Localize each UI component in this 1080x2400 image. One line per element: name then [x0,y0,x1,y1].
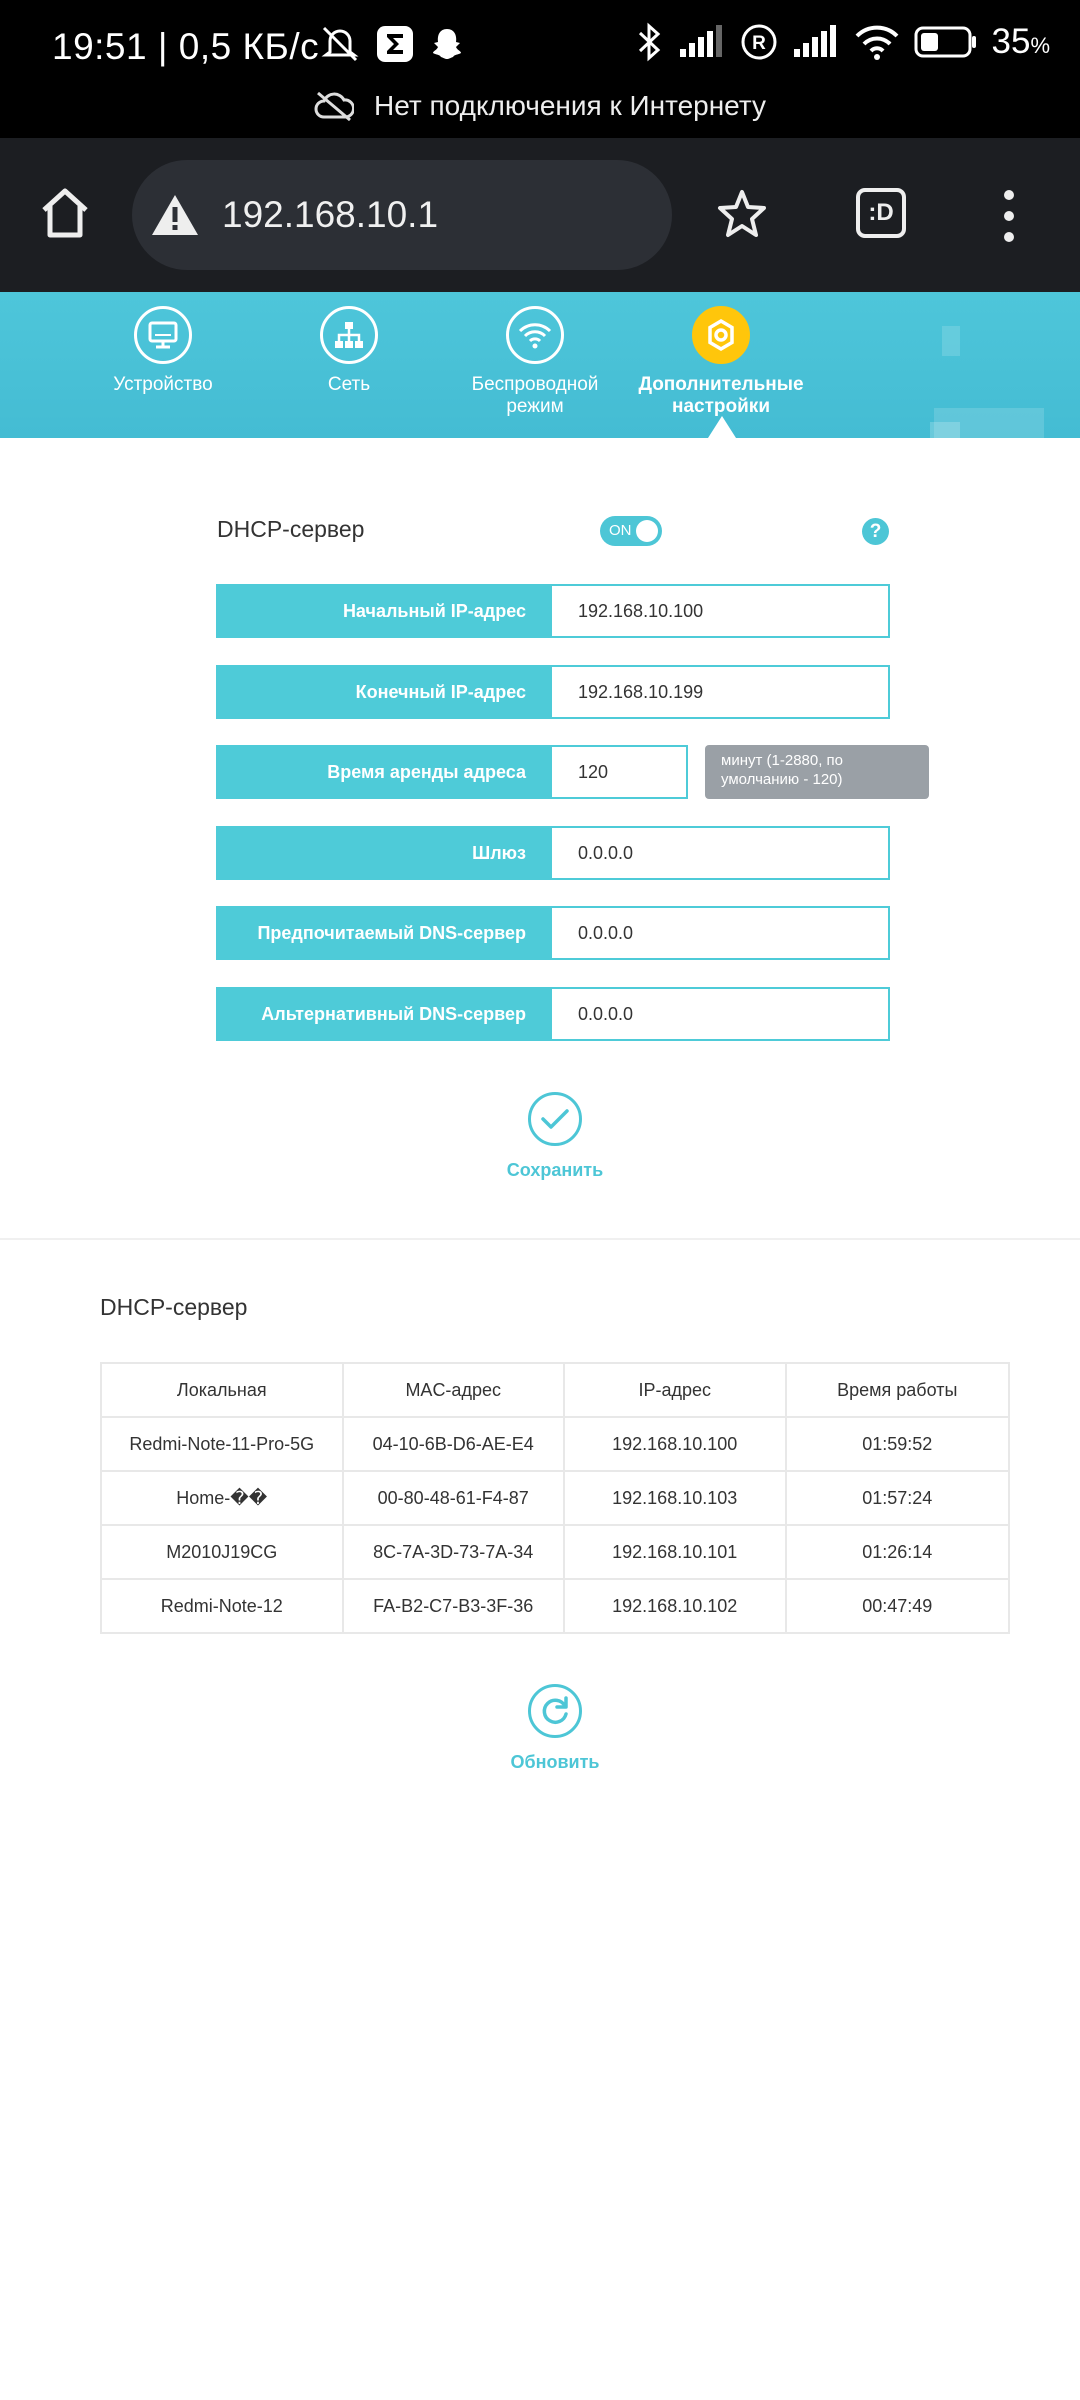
help-icon[interactable]: ? [862,518,889,545]
menu-button[interactable] [1004,190,1014,242]
lease-time-input[interactable]: 120 [552,745,688,799]
start-ip-input[interactable]: 192.168.10.100 [552,584,890,638]
refresh-label: Обновить [510,1752,600,1772]
monitor-icon [134,306,192,364]
gear-icon [692,306,750,364]
svg-text:R: R [751,33,766,54]
nav-network[interactable] [259,306,439,396]
divider [0,1238,1080,1240]
save-button[interactable] [490,1092,620,1181]
table-cell: 8C-7A-3D-73-7A-34 [343,1525,564,1579]
nav-label: Сеть [327,374,371,395]
table-cell: FA-B2-C7-B3-3F-36 [343,1579,564,1633]
bookmark-button[interactable] [716,188,768,245]
nav-device[interactable] [73,306,253,396]
end-ip-input[interactable]: 192.168.10.199 [552,665,890,719]
table-cell: 192.168.10.101 [564,1525,786,1579]
battery-icon [914,25,978,59]
lease-time-hint: минут (1-2880, по умолчанию - 120) [705,745,929,799]
url-text[interactable]: 192.168.10.1 [222,194,439,235]
table-cell: 192.168.10.102 [564,1579,786,1633]
wifi-icon [506,306,564,364]
nav-advanced[interactable] [631,306,811,418]
router-nav [0,292,1080,438]
table-row [101,1417,1009,1471]
field-secondary-dns [216,987,890,1041]
field-lease-time [216,745,844,799]
column-header: MAC-адрес [343,1363,564,1417]
field-label: Шлюз [216,826,552,880]
roaming-icon [740,23,778,61]
client-table [100,1362,1010,1634]
offline-banner [0,90,1080,122]
table-cell: 01:57:24 [786,1471,1009,1525]
nav-label: Устройство [113,374,213,395]
offline-text: Нет подключения к Интернету [374,90,766,121]
star-icon [716,188,768,240]
column-header: IP-адрес [564,1363,786,1417]
table-row [101,1471,1009,1525]
nav-label: Дополнительные настройки [638,374,804,417]
status-bar [0,0,1080,138]
secondary-dns-input[interactable]: 0.0.0.0 [552,987,890,1041]
signal-2-icon [792,25,840,59]
check-icon [528,1092,582,1146]
save-label: Сохранить [506,1160,604,1180]
table-cell: 00:47:49 [786,1579,1009,1633]
network-icon [320,306,378,364]
refresh-button[interactable] [490,1684,620,1773]
nav-wireless[interactable] [445,306,625,418]
bell-muted-icon [318,24,362,64]
sigma-app-icon [376,25,414,63]
table-cell: M2010J19CG [101,1525,343,1579]
table-cell: 192.168.10.103 [564,1471,786,1525]
notification-icons [318,24,466,64]
table-header-row [101,1363,1009,1417]
table-cell: 00-80-48-61-F4-87 [343,1471,564,1525]
snapchat-icon [428,25,466,63]
table-cell: 01:26:14 [786,1525,1009,1579]
dhcp-title: DHCP-сервер [217,516,365,542]
status-time: 19:51 | 0,5 КБ/с [52,26,320,67]
table-cell: Redmi-Note-11-Pro-5G [101,1417,343,1471]
wifi-status-icon [854,23,900,61]
field-label: Альтернативный DNS-сервер [216,987,552,1041]
gateway-input[interactable]: 0.0.0.0 [552,826,890,880]
nav-active-pointer [708,416,736,438]
browser-toolbar [0,138,1080,292]
primary-dns-input[interactable]: 0.0.0.0 [552,906,890,960]
table-row [101,1579,1009,1633]
home-icon [36,184,94,242]
battery-percent: 35% [991,22,1050,61]
url-bar[interactable] [132,160,672,270]
table-cell: Home-�� [101,1471,343,1525]
field-start-ip [216,584,890,638]
field-label: Конечный IP-адрес [216,665,552,719]
table-cell: 192.168.10.100 [564,1417,786,1471]
cloud-off-icon [314,91,354,121]
toggle-label: ON [609,522,632,539]
warning-icon[interactable] [150,192,200,238]
field-gateway [216,826,890,880]
field-label: Начальный IP-адрес [216,584,552,638]
tabs-button[interactable] [856,188,906,238]
table-cell: Redmi-Note-12 [101,1579,343,1633]
signal-icon [678,25,726,59]
field-primary-dns [216,906,890,960]
table-cell: 01:59:52 [786,1417,1009,1471]
field-label: Предпочитаемый DNS-сервер [216,906,552,960]
field-label: Время аренды адреса [216,745,552,799]
tabs-label: :D [868,199,894,226]
column-header: Локальная [101,1363,343,1417]
dhcp-toggle[interactable] [600,516,662,546]
table-row [101,1525,1009,1579]
home-button[interactable] [36,184,94,247]
refresh-icon [528,1684,582,1738]
nav-label: Беспроводной режим [471,374,599,417]
column-header: Время работы [786,1363,1009,1417]
field-end-ip [216,665,890,719]
table-cell: 04-10-6B-D6-AE-E4 [343,1417,564,1471]
client-list-title: DHCP-сервер [100,1294,248,1320]
bluetooth-icon [634,22,664,62]
system-icons [634,22,1051,62]
